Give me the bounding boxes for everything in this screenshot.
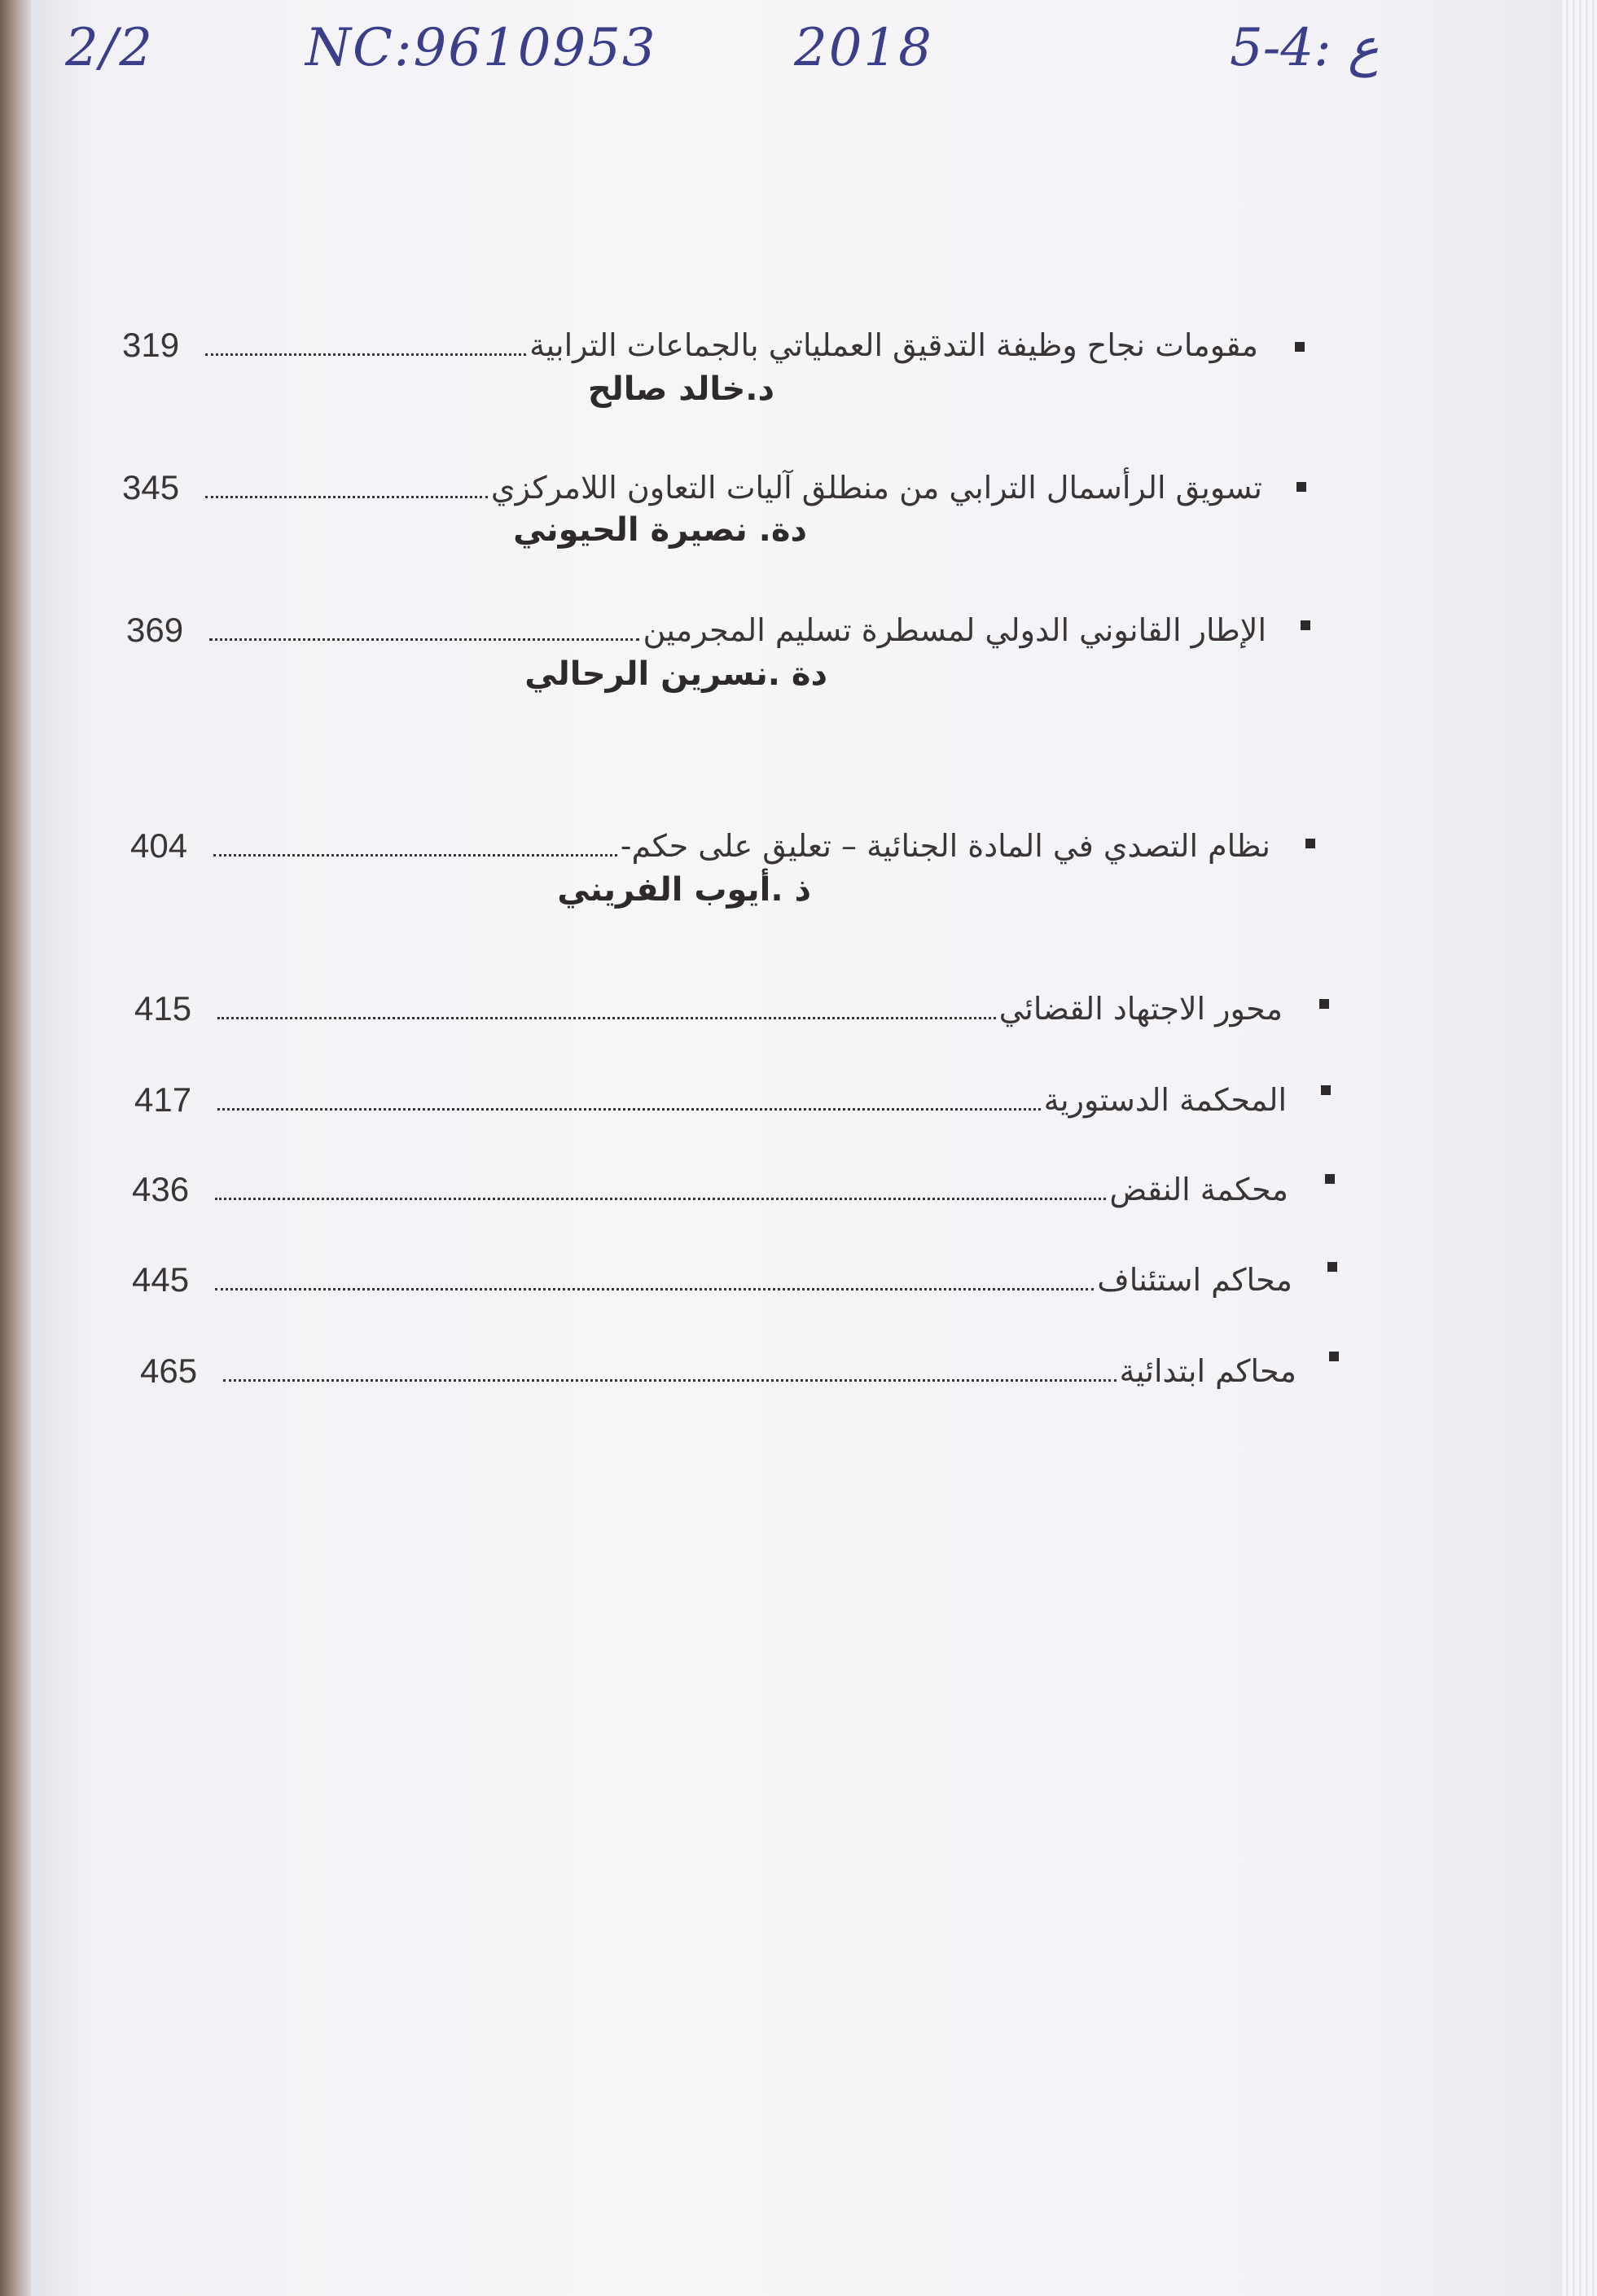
- toc-line: [122, 313, 1258, 362]
- handwritten-reference: 5-4: ع: [1230, 18, 1380, 78]
- toc-page-number: 417: [134, 1080, 192, 1119]
- handwritten-year: 2018: [794, 18, 933, 78]
- toc-page-number: 465: [140, 1352, 198, 1390]
- toc-leader-dots: [205, 353, 526, 356]
- toc-title: محكمة النقض: [1109, 1172, 1288, 1207]
- toc-title: محاكم ابتدائية: [1119, 1353, 1296, 1389]
- toc-line: [126, 598, 1266, 647]
- toc-line: [130, 814, 1270, 863]
- toc-title: تسويق الرأسمال الترابي من منطلق آليات التعاون اللامركزي: [490, 470, 1262, 506]
- bullet-icon: [1319, 999, 1329, 1009]
- bullet-icon: [1295, 342, 1305, 352]
- toc-line: [132, 1248, 1292, 1297]
- toc-author: د.خالد صالح: [587, 370, 774, 408]
- bullet-icon: [1321, 1085, 1331, 1095]
- toc-leader-dots: [217, 1016, 996, 1019]
- toc-title: محاكم استئناف: [1097, 1262, 1292, 1298]
- toc-page-number: 415: [134, 989, 192, 1028]
- toc-page-number: 345: [122, 468, 180, 506]
- toc-leader-dots: [215, 1197, 1106, 1200]
- toc-leader-dots: [223, 1378, 1117, 1382]
- bullet-icon: [1325, 1174, 1335, 1184]
- toc-leader-dots: [205, 495, 488, 498]
- toc-author: ذ .أيوب الفريني: [557, 871, 811, 909]
- toc-line: [134, 977, 1283, 1026]
- toc-page-number: 445: [132, 1260, 190, 1299]
- toc-title: المحكمة الدستورية: [1043, 1082, 1287, 1118]
- toc-line: [134, 1068, 1287, 1117]
- toc-leader-dots: [209, 638, 639, 641]
- handwritten-catalog-code: NC:9610953: [305, 18, 657, 78]
- toc-page-number: 319: [122, 326, 180, 364]
- toc-leader-dots: [215, 1287, 1094, 1290]
- handwritten-part-number: 2/2: [65, 18, 154, 78]
- toc-title: مقومات نجاح وظيفة التدقيق العملياتي بالجماعات الترابية: [529, 327, 1258, 363]
- toc-page-number: 404: [130, 826, 188, 865]
- toc-title: نظام التصدي في المادة الجنائية – تعليق على حكم-: [620, 828, 1270, 864]
- toc-author: دة. نصيرة الحيوني: [513, 511, 807, 549]
- toc-title: محور الاجتهاد القضائي: [998, 991, 1283, 1027]
- toc-author: دة .نسرين الرحالي: [524, 655, 827, 693]
- toc-page-number: 436: [132, 1170, 190, 1208]
- toc-leader-dots: [217, 1107, 1041, 1111]
- toc-line: [132, 1158, 1288, 1207]
- bullet-icon: [1327, 1262, 1337, 1272]
- bullet-icon: [1329, 1352, 1339, 1361]
- bullet-icon: [1305, 839, 1315, 848]
- bullet-icon: [1296, 482, 1306, 492]
- bullet-icon: [1301, 620, 1310, 630]
- toc-line: [140, 1339, 1296, 1388]
- toc-page-number: 369: [126, 611, 184, 649]
- toc-line: [122, 456, 1262, 505]
- toc-leader-dots: [213, 853, 617, 857]
- toc-title: الإطار القانوني الدولي لمسطرة تسليم المجرمين: [643, 612, 1266, 648]
